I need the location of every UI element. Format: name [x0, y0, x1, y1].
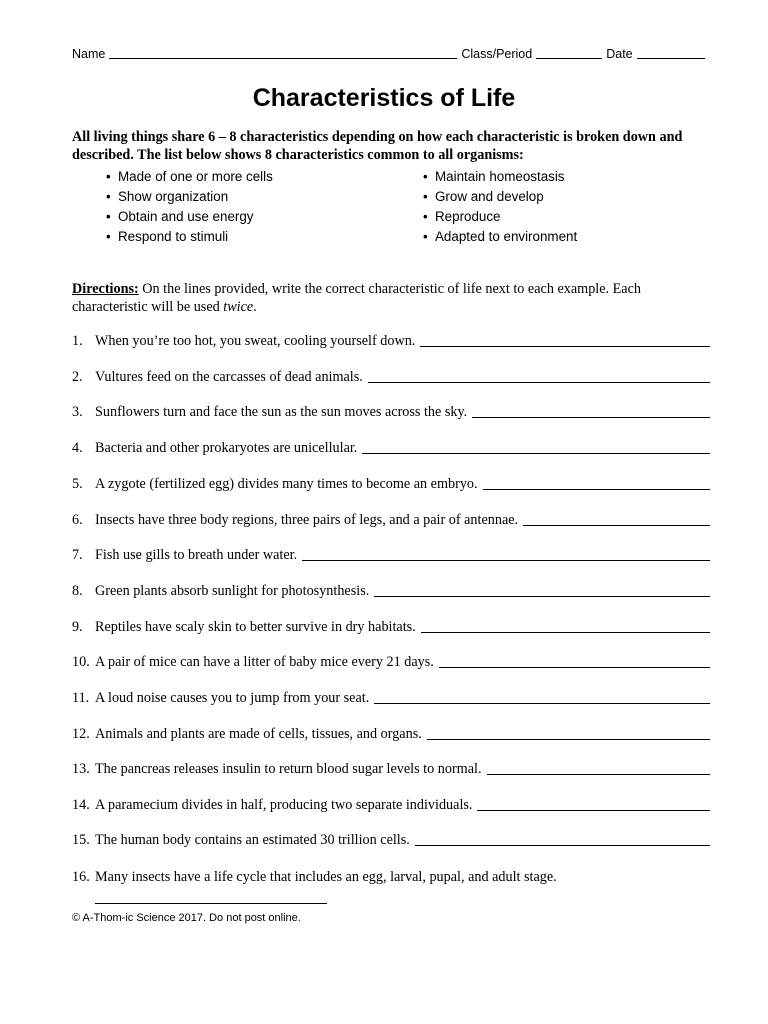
answer-line[interactable] — [95, 903, 327, 904]
directions-emphasis: twice — [223, 299, 254, 315]
answer-line[interactable] — [374, 703, 710, 704]
name-blank[interactable] — [109, 46, 457, 59]
question-text: Animals and plants are made of cells, tissues, and organs. — [95, 726, 422, 742]
question-text: A pair of mice can have a litter of baby mice every 21 days. — [95, 654, 434, 670]
answer-line[interactable] — [415, 845, 710, 846]
answer-line[interactable] — [420, 346, 710, 347]
question-text: When you’re too hot, you sweat, cooling yourself down. — [95, 333, 416, 349]
bullet-icon: • — [423, 189, 428, 204]
answer-line[interactable] — [421, 632, 710, 633]
question-text: Sunflowers turn and face the sun as the sun moves across the sky. — [95, 404, 468, 420]
question-row: 14. A paramecium divides in half, producing two separate individuals. — [72, 797, 710, 814]
question-row: 6. Insects have three body regions, three pairs of legs, and a pair of antennae. — [72, 512, 710, 529]
copyright-footer: © A-Thom-ic Science 2017. Do not post online. — [72, 912, 301, 924]
question-text: Many insects have a life cycle that includes an egg, larval, pupal, and adult stage. — [95, 869, 557, 885]
name-label: Name — [72, 47, 106, 61]
bullet-icon: • — [106, 209, 111, 224]
question-row: 3. Sunflowers turn and face the sun as the sun moves across the sky. — [72, 404, 710, 421]
question-row: 16. Many insects have a life cycle that includes an egg, larval, pupal, and adult stage. — [72, 869, 557, 885]
question-text: A loud noise causes you to jump from your seat. — [95, 690, 370, 706]
list-item: • Respond to stimuli — [106, 227, 273, 247]
question-text: Reptiles have scaly skin to better survive in dry habitats. — [95, 619, 416, 635]
list-item: • Obtain and use energy — [106, 207, 273, 227]
question-row: 10. A pair of mice can have a litter of baby mice every 21 days. — [72, 654, 710, 671]
question-text: Fish use gills to breath under water. — [95, 547, 298, 563]
list-item: • Made of one or more cells — [106, 167, 273, 187]
list-item: • Adapted to environment — [423, 227, 577, 247]
bullet-icon: • — [423, 209, 428, 224]
answer-line[interactable] — [483, 489, 710, 490]
answer-line[interactable] — [302, 560, 710, 561]
directions: Directions: On the lines provided, write the correct characteristic of life next to each example. Each characteristic will be used twice. — [72, 281, 641, 315]
question-text: Bacteria and other prokaryotes are unicellular. — [95, 440, 358, 456]
question-row: 9. Reptiles have scaly skin to better survive in dry habitats. — [72, 619, 710, 636]
bullet-icon: • — [106, 189, 111, 204]
date-blank[interactable] — [637, 46, 705, 59]
question-row: 1. When you’re too hot, you sweat, cooling yourself down. — [72, 333, 710, 350]
intro-text: All living things share 6 – 8 characteristics depending on how each characteristic is broken down and described. The list below shows 8 characteristics common to all organisms: — [72, 129, 683, 163]
class-period-label: Class/Period — [461, 47, 533, 61]
answer-line[interactable] — [487, 774, 711, 775]
answer-line[interactable] — [368, 382, 710, 383]
question-text: The human body contains an estimated 30 trillion cells. — [95, 832, 410, 848]
question-row: 12. Animals and plants are made of cells, tissues, and organs. — [72, 726, 710, 743]
question-text: Vultures feed on the carcasses of dead animals. — [95, 369, 363, 385]
answer-line[interactable] — [374, 596, 710, 597]
answer-line[interactable] — [523, 525, 710, 526]
question-row: 11. A loud noise causes you to jump from your seat. — [72, 690, 710, 707]
question-row: 2. Vultures feed on the carcasses of dead animals. — [72, 369, 710, 386]
header-fields — [72, 46, 712, 61]
characteristics-list-right — [423, 167, 577, 247]
page-title: Characteristics of Life — [252, 84, 516, 112]
question-row: 5. A zygote (fertilized egg) divides many times to become an embryo. — [72, 476, 710, 493]
question-text: A zygote (fertilized egg) divides many times to become an embryo. — [95, 476, 478, 492]
bullet-icon: • — [106, 169, 111, 184]
list-item: • Grow and develop — [423, 187, 577, 207]
bullet-icon: • — [423, 169, 428, 184]
characteristics-list-left — [106, 167, 273, 247]
question-row: 15. The human body contains an estimated 30 trillion cells. — [72, 832, 710, 849]
list-item: • Maintain homeostasis — [423, 167, 577, 187]
bullet-icon: • — [106, 229, 111, 244]
answer-line[interactable] — [362, 453, 710, 454]
question-row: 4. Bacteria and other prokaryotes are unicellular. — [72, 440, 710, 457]
date-label: Date — [606, 47, 633, 61]
class-period-blank[interactable] — [536, 46, 602, 59]
list-item: • Reproduce — [423, 207, 577, 227]
bullet-icon: • — [423, 229, 428, 244]
question-text: Green plants absorb sunlight for photosynthesis. — [95, 583, 370, 599]
question-row: 7. Fish use gills to breath under water. — [72, 547, 710, 564]
answer-line[interactable] — [439, 667, 710, 668]
directions-text: On the lines provided, write the correct characteristic of life next to each example. Each characteristic will be used — [72, 281, 641, 315]
directions-label: Directions: — [72, 281, 139, 297]
answer-line[interactable] — [477, 810, 710, 811]
answer-line[interactable] — [427, 739, 710, 740]
answer-line[interactable] — [472, 417, 710, 418]
question-text: A paramecium divides in half, producing two separate individuals. — [95, 797, 473, 813]
list-item: • Show organization — [106, 187, 273, 207]
question-text: Insects have three body regions, three pairs of legs, and a pair of antennae. — [95, 512, 519, 528]
question-row: 13. The pancreas releases insulin to return blood sugar levels to normal. — [72, 761, 710, 778]
question-text: The pancreas releases insulin to return blood sugar levels to normal. — [95, 761, 482, 777]
question-row: 8. Green plants absorb sunlight for photosynthesis. — [72, 583, 710, 600]
